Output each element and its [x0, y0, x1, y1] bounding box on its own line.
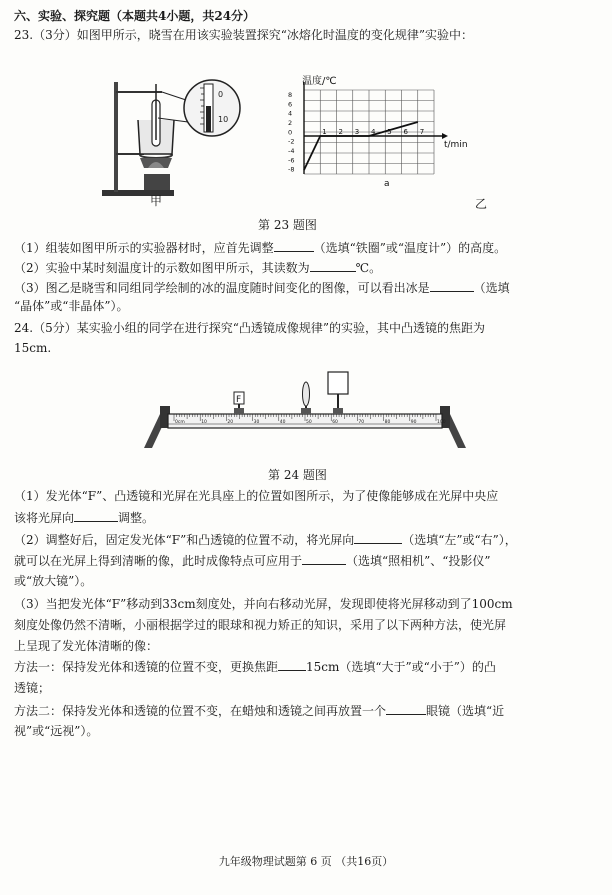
figure-23-jia-apparatus: [100, 78, 250, 210]
graph-y-tick: 8: [288, 91, 293, 99]
graph-y-tick: 0: [288, 128, 293, 137]
ruler-label: 70: [358, 420, 365, 425]
q24-method1-cont: 透镜；: [14, 681, 51, 695]
q24-part2-cont2: 或“放大镜”）。: [14, 574, 93, 588]
ruler-label: 30: [253, 420, 260, 425]
answer-blank-q23-1[interactable]: [274, 239, 314, 252]
q24-part1-cont: 该将光屏向 调整。: [14, 511, 155, 525]
q24-part3-cont: 刻度处像仍然不清晰，小丽根据学过的眼球和视力矫正的知识，采用了以下两种方法，使光屏: [14, 618, 507, 632]
ruler-label: 60: [332, 420, 338, 425]
light-source-f: [234, 392, 244, 414]
graph-x-tick: 2: [338, 128, 343, 136]
ruler-label: 20: [227, 420, 234, 425]
q24-method2-cont: 视”或“远视”）。: [14, 724, 99, 738]
graph-x-tick: 6: [403, 128, 408, 136]
graph-x-tick: 1: [322, 128, 327, 136]
q24-intro-cont: 15cm.: [14, 341, 52, 355]
figure-label-jia: 甲: [150, 194, 163, 208]
convex-lens: [301, 382, 311, 414]
figure-label-yi: 乙: [475, 197, 488, 211]
answer-blank-q24-4[interactable]: [278, 658, 306, 671]
graph-point-label: a: [384, 179, 390, 189]
answer-blank-q24-5[interactable]: [386, 702, 426, 715]
graph-y-tick: -2: [288, 137, 295, 146]
thermometer-label-10: 10: [218, 115, 229, 124]
q24-part1: （1）发光体“F”、凸透镜和光屏在光具座上的位置如图所示，为了使像能够成在光屏中央应: [14, 489, 499, 503]
q24-part3-cont2: 上呈现了发光体清晰的像：: [14, 639, 159, 653]
q23-part3-cont: “晶体”或“非晶体”）。: [14, 299, 129, 313]
section-title: 六、实验、探究题（本题共4小题，共24分）: [14, 9, 256, 23]
graph-x-axis-label: t/min: [444, 140, 468, 150]
q24-method2: 方法二：保持发光体和透镜的位置不变，在蜡烛和透镜之间再放置一个 眼镜（选填“近: [14, 704, 505, 718]
ruler-label: 40: [279, 420, 286, 425]
graph-y-tick: 6: [288, 100, 293, 109]
ruler-label: 10: [201, 420, 207, 425]
svg-text:F: F: [236, 395, 242, 405]
q23-part1: （1）组装如图甲所示的实验器材时，应首先调整 （选填“铁圈”或“温度计”）的高度。: [14, 241, 507, 255]
graph-temperature-curve: [304, 122, 418, 170]
graph-y-tick: 2: [288, 119, 293, 127]
graph-y-tick: -4: [288, 147, 295, 155]
answer-blank-q23-3[interactable]: [430, 279, 474, 292]
q24-intro: 24.（5分）某实验小组的同学在进行探究“凸透镜成像规律”的实验，其中凸透镜的焦距为: [14, 321, 485, 335]
thermometer-label-0: 0: [218, 90, 224, 99]
q23-intro: 23.（3分）如图甲所示，晓雪在用该实验装置探究“冰熔化时温度的变化规律”实验中：: [14, 28, 473, 42]
figure-24-optical-bench: [140, 364, 470, 454]
figure-23-yi-graph: [282, 74, 468, 189]
q24-part3: （3）当把发光体“F”移动到33cm刻度处，并向右移动光屏，发现即使将光屏移动到了100cm: [14, 597, 513, 611]
q24-part2: （2）调整好后，固定发光体“F”和凸透镜的位置不动，将光屏向 （选填“左”或“右”），: [14, 533, 517, 547]
light-screen: [328, 372, 348, 414]
ruler-label: 50: [306, 420, 312, 425]
answer-blank-q24-3[interactable]: [302, 552, 346, 565]
q24-method1: 方法一：保持发光体和透镜的位置不变，更换焦距 15cm（选填“大于”或“小于”）的凸: [14, 660, 496, 674]
q23-part3: （3）图乙是晓雪和同组同学绘制的冰的温度随时间变化的图像，可以看出冰是 （选填: [14, 281, 510, 295]
answer-blank-q24-2[interactable]: [354, 531, 402, 544]
graph-x-tick: 7: [419, 128, 425, 136]
answer-blank-q23-2[interactable]: [310, 259, 356, 272]
q23-part2: （2）实验中某时刻温度计的示数如图甲所示，其读数为 ℃。: [14, 261, 382, 275]
ruler-label: 0cm: [175, 420, 185, 425]
graph-y-tick: -8: [288, 165, 295, 174]
q24-part2-cont: 就可以在光屏上得到清晰的像，此时成像特点可应用于 （选填“照相机”、“投影仪”: [14, 554, 491, 568]
figure-24-caption: 第 24 题图: [268, 468, 327, 482]
graph-x-tick: 5: [387, 128, 392, 136]
graph-y-tick: -6: [288, 156, 295, 165]
graph-x-tick: 3: [354, 128, 360, 136]
graph-y-axis-label: 温度/℃: [302, 76, 337, 87]
graph-x-tick: 4: [371, 128, 376, 136]
ruler-label: 100: [437, 420, 446, 425]
page-footer: 九年级物理试题第 6 页 （共16页）: [218, 855, 394, 868]
ruler-label: 80: [384, 420, 391, 425]
answer-blank-q24-1[interactable]: [74, 509, 118, 522]
graph-y-tick: 4: [288, 109, 293, 118]
figure-23-caption: 第 23 题图: [258, 218, 317, 232]
ruler-label: 90: [410, 420, 417, 425]
